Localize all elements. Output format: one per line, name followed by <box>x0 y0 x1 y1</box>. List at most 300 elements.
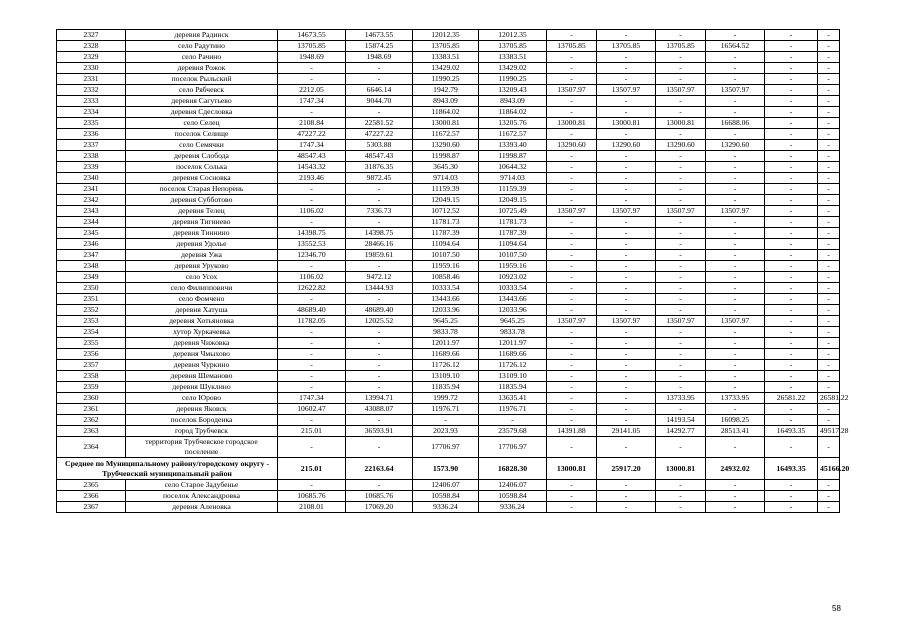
value-cell-c7: - <box>656 327 706 338</box>
value-cell-c9: - <box>765 85 818 96</box>
value-cell-c2: - <box>346 261 413 272</box>
value-cell-c8: 16098.25 <box>706 415 765 426</box>
settlement-name-cell: деревня Удолье <box>126 239 278 250</box>
value-cell-c3: 8943.09 <box>413 96 479 107</box>
value-cell-c8: - <box>706 491 765 502</box>
table-row <box>57 74 840 85</box>
value-cell-c3: 1942.79 <box>413 85 479 96</box>
value-cell-c5: - <box>547 173 597 184</box>
value-cell-c2: - <box>346 437 413 458</box>
value-cell-c6: - <box>597 480 656 491</box>
value-cell-c5: - <box>547 239 597 250</box>
value-cell-c8: - <box>706 294 765 305</box>
value-cell-c10: - <box>818 63 840 74</box>
value-cell-c1: - <box>278 382 346 393</box>
value-cell-c9: - <box>765 305 818 316</box>
value-cell-c1: - <box>278 349 346 360</box>
value-cell-c9: - <box>765 415 818 426</box>
value-cell-c7: - <box>656 74 706 85</box>
settlement-name-cell: деревня Субботово <box>126 195 278 206</box>
value-cell-c8: - <box>706 272 765 283</box>
value-cell-c6: - <box>597 404 656 415</box>
value-cell-c10: - <box>818 162 840 173</box>
value-cell-c4: 10598.84 <box>479 491 547 502</box>
value-cell-c7: - <box>656 305 706 316</box>
value-cell-c2: - <box>346 360 413 371</box>
value-cell-c2: - <box>346 480 413 491</box>
settlement-name-cell: деревня Шеманово <box>126 371 278 382</box>
value-cell-c5: 14391.88 <box>547 426 597 437</box>
settlement-name-cell: деревня Хатуша <box>126 305 278 316</box>
value-cell-c6: - <box>597 63 656 74</box>
value-cell-c7: - <box>656 502 706 513</box>
row-number-cell: 2354 <box>57 327 126 338</box>
value-cell-c10: - <box>818 415 840 426</box>
value-cell-c6: - <box>597 250 656 261</box>
value-cell-c10: - <box>818 184 840 195</box>
table-row <box>57 502 840 513</box>
row-number-cell: 2352 <box>57 305 126 316</box>
value-cell-c10: - <box>818 349 840 360</box>
value-cell-c7: - <box>656 129 706 140</box>
value-cell-c4: 11959.16 <box>479 261 547 272</box>
row-number-cell: 2364 <box>57 437 126 458</box>
value-cell-c5: - <box>547 217 597 228</box>
table-row <box>57 96 840 107</box>
value-cell-c8: - <box>706 30 765 41</box>
value-cell-c1: 10602.47 <box>278 404 346 415</box>
value-cell-c5: - <box>547 30 597 41</box>
value-cell-c2: - <box>346 184 413 195</box>
value-cell-c5: - <box>547 63 597 74</box>
value-cell-c5: - <box>547 184 597 195</box>
row-number-cell: 2358 <box>57 371 126 382</box>
value-cell-c8: - <box>706 404 765 415</box>
value-cell-c6: - <box>597 305 656 316</box>
value-cell-c2: - <box>346 338 413 349</box>
value-cell-c7: 13705.85 <box>656 41 706 52</box>
value-cell-c6: - <box>597 239 656 250</box>
value-cell-c4: 11672.57 <box>479 129 547 140</box>
value-cell-c2: 13994.71 <box>346 393 413 404</box>
value-cell-c2: 9044.70 <box>346 96 413 107</box>
value-cell-c7: - <box>656 283 706 294</box>
value-cell-c7: - <box>656 250 706 261</box>
value-cell-c7: - <box>656 195 706 206</box>
value-cell-c4: 17706.97 <box>479 437 547 458</box>
value-cell-c5: - <box>547 371 597 382</box>
settlement-name-cell: хутор Хуркачевка <box>126 327 278 338</box>
value-cell-c4: 11787.39 <box>479 228 547 239</box>
table-row <box>57 151 840 162</box>
table-row <box>57 195 840 206</box>
settlement-name-cell: деревня Радинск <box>126 30 278 41</box>
row-number-cell: 2345 <box>57 228 126 239</box>
value-cell-c8: - <box>706 96 765 107</box>
value-cell-c1: 2212.05 <box>278 85 346 96</box>
value-cell-c3: 9833.78 <box>413 327 479 338</box>
value-cell-c2: 22581.52 <box>346 118 413 129</box>
value-cell-c3: 11990.25 <box>413 74 479 85</box>
value-cell-c2: - <box>346 371 413 382</box>
value-cell-c5: - <box>547 151 597 162</box>
table-row <box>57 393 840 404</box>
value-cell-c5: - <box>547 228 597 239</box>
value-cell-c9: - <box>765 480 818 491</box>
value-cell-c8: - <box>706 239 765 250</box>
value-cell-c10: - <box>818 371 840 382</box>
value-cell-c6: - <box>597 96 656 107</box>
row-number-cell: 2365 <box>57 480 126 491</box>
value-cell-c1: - <box>278 294 346 305</box>
value-cell-c2: 48689.40 <box>346 305 413 316</box>
value-cell-c6: 13000.81 <box>597 118 656 129</box>
value-cell-c3: 9336.24 <box>413 502 479 513</box>
table-row <box>57 239 840 250</box>
value-cell-c1: - <box>278 217 346 228</box>
value-cell-c8: 13733.95 <box>706 393 765 404</box>
value-cell-c9: - <box>765 338 818 349</box>
value-cell-c2: - <box>346 349 413 360</box>
value-cell-c3: 13429.02 <box>413 63 479 74</box>
value-cell-c4: 10107.50 <box>479 250 547 261</box>
settlement-name-cell: деревня Аленовка <box>126 502 278 513</box>
value-cell-c10: - <box>818 382 840 393</box>
value-cell-c7: - <box>656 52 706 63</box>
value-cell-c5: - <box>547 415 597 426</box>
value-cell-c6: - <box>597 129 656 140</box>
value-cell-c7: - <box>656 173 706 184</box>
value-cell-c9: - <box>765 96 818 107</box>
value-cell-c1: - <box>278 338 346 349</box>
row-number-cell: 2333 <box>57 96 126 107</box>
value-cell-c5: - <box>547 96 597 107</box>
value-cell-c6: 13290.60 <box>597 140 656 151</box>
table-row <box>57 85 840 96</box>
value-cell-c9: - <box>765 327 818 338</box>
value-cell-c8: - <box>706 228 765 239</box>
value-cell-c3: 11672.57 <box>413 129 479 140</box>
value-cell-c1: 14543.32 <box>278 162 346 173</box>
value-cell-c9: - <box>765 140 818 151</box>
value-cell-c8: - <box>706 63 765 74</box>
table-row <box>57 140 840 151</box>
row-number-cell: 2330 <box>57 63 126 74</box>
value-cell-c4: 12033.96 <box>479 305 547 316</box>
value-cell-c9: - <box>765 382 818 393</box>
value-cell-c1: - <box>278 74 346 85</box>
value-cell-c10: - <box>818 206 840 217</box>
summary-value-cell-c8: 24932.02 <box>706 458 765 480</box>
value-cell-c7: - <box>656 261 706 272</box>
value-cell-c8: - <box>706 437 765 458</box>
value-cell-c6: - <box>597 107 656 118</box>
value-cell-c5: - <box>547 404 597 415</box>
value-cell-c8: 16564.52 <box>706 41 765 52</box>
value-cell-c10: - <box>818 228 840 239</box>
value-cell-c6: - <box>597 184 656 195</box>
value-cell-c4: - <box>479 415 547 426</box>
table-row <box>57 162 840 173</box>
value-cell-c6: 29141.05 <box>597 426 656 437</box>
value-cell-c7: - <box>656 404 706 415</box>
value-cell-c10: - <box>818 85 840 96</box>
value-cell-c3: 13290.60 <box>413 140 479 151</box>
value-cell-c9: - <box>765 162 818 173</box>
value-cell-c1: 2108.84 <box>278 118 346 129</box>
value-cell-c1: 11782.05 <box>278 316 346 327</box>
value-cell-c7: - <box>656 30 706 41</box>
value-cell-c2: 36593.91 <box>346 426 413 437</box>
value-cell-c10: - <box>818 173 840 184</box>
value-cell-c3: 11959.16 <box>413 261 479 272</box>
table-row <box>57 305 840 316</box>
table-row <box>57 382 840 393</box>
value-cell-c2: - <box>346 217 413 228</box>
value-cell-c1: 1106.02 <box>278 272 346 283</box>
value-cell-c4: 13205.76 <box>479 118 547 129</box>
value-cell-c4: 11998.87 <box>479 151 547 162</box>
value-cell-c6: - <box>597 30 656 41</box>
table-row <box>57 294 840 305</box>
value-cell-c2: - <box>346 382 413 393</box>
value-cell-c5: 13705.85 <box>547 41 597 52</box>
value-cell-c10: - <box>818 327 840 338</box>
value-cell-c4: 11726.12 <box>479 360 547 371</box>
value-cell-c8: - <box>706 250 765 261</box>
table-row <box>57 283 840 294</box>
table-row <box>57 491 840 502</box>
value-cell-c1: 215.01 <box>278 426 346 437</box>
value-cell-c9: - <box>765 371 818 382</box>
row-number-cell: 2339 <box>57 162 126 173</box>
value-cell-c10: - <box>818 360 840 371</box>
value-cell-c9: 26581.22 <box>765 393 818 404</box>
settlement-name-cell: территория Трубчевское городское поселение <box>126 437 278 458</box>
value-cell-c8: - <box>706 173 765 184</box>
value-cell-c8: - <box>706 283 765 294</box>
value-cell-c4: 12049.15 <box>479 195 547 206</box>
value-cell-c1: 12622.82 <box>278 283 346 294</box>
value-cell-c2: - <box>346 107 413 118</box>
value-cell-c7: - <box>656 239 706 250</box>
value-cell-c5: - <box>547 360 597 371</box>
row-number-cell: 2336 <box>57 129 126 140</box>
settlement-name-cell: поселок Бороденка <box>126 415 278 426</box>
value-cell-c3: 3645.30 <box>413 162 479 173</box>
value-cell-c6: - <box>597 217 656 228</box>
value-cell-c9: - <box>765 74 818 85</box>
value-cell-c6: - <box>597 261 656 272</box>
row-number-cell: 2361 <box>57 404 126 415</box>
value-cell-c8: - <box>706 217 765 228</box>
value-cell-c1: 12346.70 <box>278 250 346 261</box>
value-cell-c9: - <box>765 250 818 261</box>
value-cell-c5: - <box>547 480 597 491</box>
value-cell-c2: 9472.12 <box>346 272 413 283</box>
summary-value-cell-c7: 13000.81 <box>656 458 706 480</box>
table-body <box>57 30 850 513</box>
page-number: 58 <box>832 604 841 613</box>
value-cell-c3: 10333.54 <box>413 283 479 294</box>
value-cell-c9: - <box>765 294 818 305</box>
value-cell-c4: 13383.51 <box>479 52 547 63</box>
row-number-cell: 2337 <box>57 140 126 151</box>
value-cell-c3: 13443.66 <box>413 294 479 305</box>
row-number-cell: 2328 <box>57 41 126 52</box>
value-cell-c6: - <box>597 491 656 502</box>
settlement-name-cell: деревня Тиннино <box>126 228 278 239</box>
table-row <box>57 129 840 140</box>
value-cell-c4: 10644.32 <box>479 162 547 173</box>
value-cell-c3: 12049.15 <box>413 195 479 206</box>
value-cell-c5: - <box>547 491 597 502</box>
settlement-name-cell: поселок Солька <box>126 162 278 173</box>
value-cell-c3: 11835.94 <box>413 382 479 393</box>
value-cell-c5: - <box>547 162 597 173</box>
value-cell-c8: - <box>706 502 765 513</box>
value-cell-c4: 12012.35 <box>479 30 547 41</box>
value-cell-c5: - <box>547 74 597 85</box>
value-cell-c9: - <box>765 107 818 118</box>
value-cell-c1: 2193.46 <box>278 173 346 184</box>
value-cell-c3: 12011.97 <box>413 338 479 349</box>
row-number-cell: 2338 <box>57 151 126 162</box>
row-number-cell: 2363 <box>57 426 126 437</box>
value-cell-c6: - <box>597 272 656 283</box>
value-cell-c5: - <box>547 338 597 349</box>
row-number-cell: 2360 <box>57 393 126 404</box>
value-cell-c3: 11976.71 <box>413 404 479 415</box>
value-cell-c3: 13109.10 <box>413 371 479 382</box>
value-cell-c2: 5303.88 <box>346 140 413 151</box>
value-cell-c2: 10685.76 <box>346 491 413 502</box>
value-cell-c4: 9714.03 <box>479 173 547 184</box>
value-cell-c3: 13000.81 <box>413 118 479 129</box>
settlement-name-cell: поселок Старая Непорень <box>126 184 278 195</box>
value-cell-c2: 17069.20 <box>346 502 413 513</box>
table-row <box>57 228 840 239</box>
value-cell-c4: 10725.49 <box>479 206 547 217</box>
value-cell-c4: 9833.78 <box>479 327 547 338</box>
value-cell-c6: - <box>597 173 656 184</box>
value-cell-c10: - <box>818 239 840 250</box>
value-cell-c2: 28466.16 <box>346 239 413 250</box>
value-cell-c6: - <box>597 382 656 393</box>
value-cell-c10: - <box>818 30 840 41</box>
value-cell-c9: - <box>765 173 818 184</box>
value-cell-c1: - <box>278 371 346 382</box>
value-cell-c8: 16688.06 <box>706 118 765 129</box>
value-cell-c10: - <box>818 283 840 294</box>
value-cell-c2: - <box>346 294 413 305</box>
value-cell-c2: 13444.93 <box>346 283 413 294</box>
row-number-cell: 2357 <box>57 360 126 371</box>
settlement-name-cell: село Рачино <box>126 52 278 63</box>
value-cell-c9: - <box>765 404 818 415</box>
value-cell-c1: 1948.69 <box>278 52 346 63</box>
summary-label-cell: Среднее по Муниципальному району/городскому округу - Трубчевский муниципальный район <box>57 458 278 480</box>
value-cell-c7: - <box>656 480 706 491</box>
value-cell-c10: - <box>818 437 840 458</box>
value-cell-c4: 13109.10 <box>479 371 547 382</box>
value-cell-c8: - <box>706 327 765 338</box>
value-cell-c10: 49517.28 <box>818 426 840 437</box>
value-cell-c3: 9714.03 <box>413 173 479 184</box>
value-cell-c7: - <box>656 437 706 458</box>
settlement-name-cell: село Старое Задубенье <box>126 480 278 491</box>
table-row <box>57 316 840 327</box>
row-number-cell: 2344 <box>57 217 126 228</box>
value-cell-c4: 11781.73 <box>479 217 547 228</box>
value-cell-c5: 13290.60 <box>547 140 597 151</box>
settlement-name-cell: поселок Александровка <box>126 491 278 502</box>
summary-row <box>57 458 840 480</box>
value-cell-c8: 13290.60 <box>706 140 765 151</box>
value-cell-c6: - <box>597 338 656 349</box>
value-cell-c8: - <box>706 261 765 272</box>
value-cell-c1: - <box>278 415 346 426</box>
value-cell-c2: 15874.25 <box>346 41 413 52</box>
row-number-cell: 2335 <box>57 118 126 129</box>
value-cell-c10: - <box>818 502 840 513</box>
value-cell-c9: - <box>765 63 818 74</box>
value-cell-c7: 13000.81 <box>656 118 706 129</box>
settlement-name-cell: деревня Ужа <box>126 250 278 261</box>
value-cell-c5: - <box>547 327 597 338</box>
row-number-cell: 2355 <box>57 338 126 349</box>
value-cell-c7: 13507.97 <box>656 316 706 327</box>
table-row <box>57 63 840 74</box>
value-cell-c1: - <box>278 261 346 272</box>
value-cell-c7: - <box>656 107 706 118</box>
value-cell-c2: 14673.55 <box>346 30 413 41</box>
value-cell-c5: - <box>547 272 597 283</box>
summary-value-cell-c10: 45166.20 <box>818 458 840 480</box>
value-cell-c2: - <box>346 74 413 85</box>
table-row <box>57 217 840 228</box>
value-cell-c7: - <box>656 217 706 228</box>
row-number-cell: 2347 <box>57 250 126 261</box>
summary-value-cell-c3: 1573.90 <box>413 458 479 480</box>
settlement-name-cell: деревня Чижовка <box>126 338 278 349</box>
value-cell-c10: - <box>818 305 840 316</box>
value-cell-c2: 19859.61 <box>346 250 413 261</box>
value-cell-c4: 13705.85 <box>479 41 547 52</box>
value-cell-c10: - <box>818 261 840 272</box>
table-row <box>57 206 840 217</box>
value-cell-c2: 9872.45 <box>346 173 413 184</box>
value-cell-c9: - <box>765 349 818 360</box>
value-cell-c2: 12025.52 <box>346 316 413 327</box>
value-cell-c5: 13000.81 <box>547 118 597 129</box>
settlement-name-cell: поселок Рыльский <box>126 74 278 85</box>
row-number-cell: 2362 <box>57 415 126 426</box>
settlement-name-cell: село Усох <box>126 272 278 283</box>
value-cell-c3: 11781.73 <box>413 217 479 228</box>
value-cell-c6: - <box>597 437 656 458</box>
value-cell-c8: 13507.97 <box>706 85 765 96</box>
row-number-cell: 2366 <box>57 491 126 502</box>
settlement-name-cell: поселок Селище <box>126 129 278 140</box>
value-cell-c8: - <box>706 107 765 118</box>
value-cell-c3: 10858.46 <box>413 272 479 283</box>
value-cell-c3: 11094.64 <box>413 239 479 250</box>
value-cell-c4: 11094.64 <box>479 239 547 250</box>
value-cell-c5: - <box>547 129 597 140</box>
table-row <box>57 480 840 491</box>
value-cell-c3: - <box>413 415 479 426</box>
